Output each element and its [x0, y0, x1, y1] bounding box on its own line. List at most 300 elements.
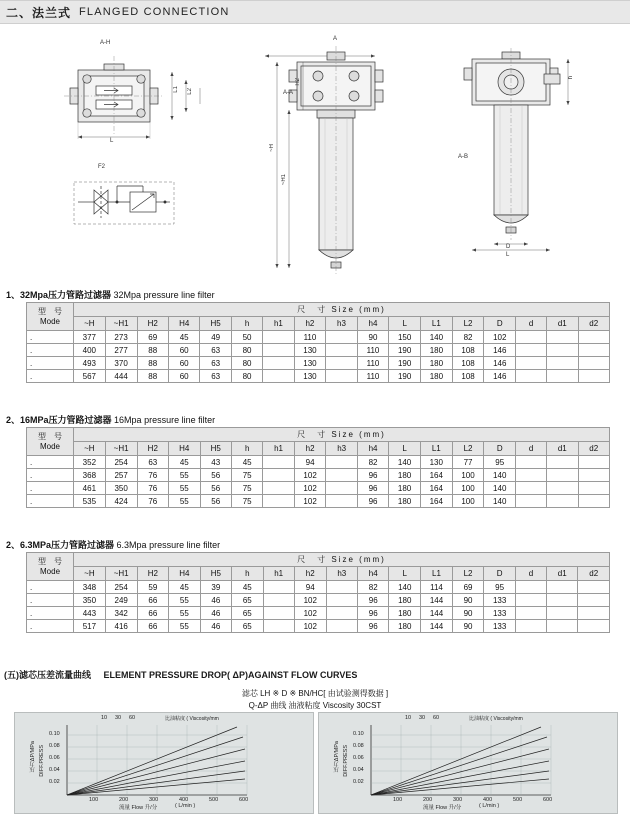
cell-L2: 100 [452, 469, 484, 482]
cell-L2: 108 [452, 370, 484, 383]
cell-D: 140 [484, 469, 516, 482]
cell-d [516, 469, 547, 482]
cell-h4: 96 [357, 469, 388, 482]
cell-H: 535 [74, 495, 106, 508]
cell-H1: 350 [105, 482, 137, 495]
header-title-en: FLANGED CONNECTION [79, 6, 230, 18]
chart-right-xtick-5: 600 [543, 797, 553, 803]
section-title-16mpa: 2、16MPa压力管路过滤器 16Mpa pressure line filter [6, 415, 216, 425]
chart-left-xtick-0: 100 [89, 797, 99, 803]
cell-h3 [326, 357, 357, 370]
column-header-D: D [484, 567, 516, 581]
dim-label-L-right: L [506, 252, 510, 258]
drawing-filter-assembly-middle [255, 34, 415, 284]
cell-H1: 370 [105, 357, 137, 370]
cell-d2 [578, 331, 610, 344]
drawing-label-f2: F2 [98, 164, 106, 170]
cell-H: 352 [74, 456, 106, 469]
cell-h: 80 [231, 344, 262, 357]
cell-h2: 94 [294, 581, 326, 594]
cell-d2 [578, 620, 610, 633]
cell-H5: 46 [200, 620, 232, 633]
cell-model: . [27, 344, 74, 357]
cell-H5: 56 [200, 469, 231, 482]
curves-subtitle-2: Q-ΔP 曲线 油液粘度 Viscosity 30CST [248, 701, 382, 710]
cell-L: 140 [389, 581, 421, 594]
header-index: 二、法兰式 [6, 5, 72, 20]
cell-D: 146 [484, 370, 516, 383]
table-header-row-group [27, 303, 610, 317]
cell-L2: 108 [452, 344, 484, 357]
chart-right-xlabel-en: ( L/min ) [479, 803, 500, 809]
drawing-filter-assembly-right [440, 44, 600, 274]
cell-D: 95 [484, 581, 516, 594]
column-header-h1: h1 [263, 567, 294, 581]
column-header-L1: L1 [420, 442, 452, 456]
column-header-L: L [389, 567, 421, 581]
cell-d2 [578, 581, 610, 594]
column-header-h2: h2 [294, 317, 326, 331]
chart-left-ytick-2: 0.06 [49, 755, 60, 761]
cell-d1 [547, 370, 578, 383]
cell-h1 [263, 357, 294, 370]
cell-H2: 76 [137, 469, 168, 482]
cell-H2: 88 [137, 344, 168, 357]
cell-d [516, 370, 547, 383]
cell-d2 [578, 594, 610, 607]
column-header-h4: h4 [358, 567, 389, 581]
cell-L1: 140 [421, 331, 453, 344]
chart-left-curve-label-60: 60 [129, 715, 136, 721]
cell-H2: 76 [137, 495, 168, 508]
column-header-H4: H4 [169, 442, 200, 456]
column-header-h2: h2 [294, 442, 326, 456]
column-header-d: d [516, 567, 547, 581]
cell-d [516, 607, 547, 620]
chart-element-pressure-drop-right [318, 712, 618, 814]
cell-H1: 249 [105, 594, 137, 607]
cell-L: 180 [389, 495, 421, 508]
cell-h1 [263, 331, 294, 344]
cell-h2: 130 [294, 370, 326, 383]
chart-left-curve-label-10: 10 [101, 715, 108, 721]
cell-h4: 110 [357, 357, 389, 370]
cell-L2: 90 [452, 620, 483, 633]
curves-title: (五)滤芯压差流量曲线 ELEMENT PRESSURE DROP( ΔP)AGAINST FLOW CURVES [4, 670, 358, 680]
cell-h2: 102 [294, 469, 326, 482]
drawing-flange-top-view [60, 42, 230, 152]
cell-d [516, 456, 547, 469]
cell-H4: 55 [169, 607, 201, 620]
table-row [27, 331, 610, 344]
table-header-row-cols [27, 567, 610, 581]
cell-d [516, 620, 547, 633]
cell-d [516, 482, 547, 495]
chart-left-ylabel-cn: 压力ΔP/MPa [30, 741, 36, 773]
column-header-H1: ~H1 [105, 317, 137, 331]
cell-d1 [547, 344, 578, 357]
cell-L2: 90 [452, 594, 483, 607]
cell-h3 [326, 607, 357, 620]
column-header-H4: H4 [168, 317, 199, 331]
cell-h4: 110 [357, 344, 389, 357]
cell-L1: 114 [421, 581, 453, 594]
column-header-H2: H2 [137, 317, 168, 331]
cell-L2: 69 [452, 581, 483, 594]
cell-H4: 45 [168, 331, 199, 344]
column-header-d2: d2 [578, 567, 610, 581]
cell-d1 [547, 620, 578, 633]
cell-d1 [547, 495, 578, 508]
chart-left-xtick-4: 500 [209, 797, 219, 803]
column-header-h1: h1 [263, 442, 294, 456]
cell-H2: 63 [137, 456, 168, 469]
chart-right-xtick-2: 300 [453, 797, 463, 803]
chart-right-curve-label-10: 10 [405, 715, 412, 721]
cell-h: 75 [232, 469, 263, 482]
cell-H: 461 [74, 482, 106, 495]
cell-H5: 46 [200, 594, 232, 607]
cell-d [516, 594, 547, 607]
column-header-h3: h3 [326, 442, 357, 456]
cell-L1: 164 [420, 482, 452, 495]
model-header: 型 号 Mode [27, 553, 74, 581]
cell-d1 [547, 357, 578, 370]
cell-H5: 49 [200, 331, 231, 344]
cell-h3 [326, 482, 357, 495]
column-header-H1: ~H1 [105, 442, 137, 456]
column-header-h: h [232, 567, 263, 581]
cell-L: 190 [389, 357, 421, 370]
cell-H1: 254 [105, 456, 137, 469]
cell-H1: 273 [105, 331, 137, 344]
cell-h: 80 [231, 370, 262, 383]
cell-H: 350 [74, 594, 106, 607]
cell-h3 [326, 370, 357, 383]
cell-h: 45 [232, 581, 263, 594]
cell-h1 [263, 370, 294, 383]
chart-right-xlabel-cn: 流量 Flow 升/分 [423, 805, 462, 811]
cell-L2: 77 [452, 456, 484, 469]
cell-L2: 90 [452, 607, 483, 620]
table-row [27, 482, 610, 495]
cell-h: 65 [232, 594, 263, 607]
dim-label-L1: L1 [173, 86, 179, 93]
cell-d [516, 495, 547, 508]
cell-H5: 56 [200, 495, 231, 508]
drawing-hydraulic-schematic [70, 164, 180, 232]
cell-D: 146 [484, 344, 516, 357]
cell-H5: 63 [200, 370, 231, 383]
cell-h2: 94 [294, 456, 326, 469]
cell-H: 377 [73, 331, 105, 344]
model-header: 型 号 Mode [27, 428, 74, 456]
cell-h3 [326, 495, 357, 508]
cell-H5: 63 [200, 357, 231, 370]
cell-h1 [263, 495, 294, 508]
cell-h3 [326, 456, 357, 469]
column-header-h4: h4 [357, 442, 388, 456]
curves-subtitle-1: 滤芯 LH ※ D ※ BN/HC[ 由试验测得数据 ] [241, 689, 389, 698]
cell-H5: 46 [200, 607, 232, 620]
column-header-d1: d1 [547, 567, 578, 581]
cell-H1: 257 [105, 469, 137, 482]
cell-h4: 96 [357, 482, 388, 495]
chart-right-xtick-0: 100 [393, 797, 403, 803]
chart-right-ytick-2: 0.06 [353, 755, 364, 761]
cell-h: 50 [231, 331, 262, 344]
cell-L: 180 [389, 469, 421, 482]
cell-L: 190 [389, 370, 421, 383]
table-row [27, 469, 610, 482]
cell-model: . [27, 495, 74, 508]
cell-H: 348 [74, 581, 106, 594]
drawing-label-ah: A-H [100, 40, 111, 46]
cell-d1 [547, 331, 578, 344]
chart-right-ytick-0: 0.10 [353, 731, 364, 737]
column-header-H5: H5 [200, 567, 232, 581]
cell-H4: 60 [168, 370, 199, 383]
cell-h2: 102 [294, 607, 326, 620]
column-header-d: d [516, 317, 547, 331]
cell-H4: 55 [169, 594, 201, 607]
cell-H1: 444 [105, 370, 137, 383]
model-header: 型 号 Mode [27, 303, 74, 331]
cell-d1 [547, 594, 578, 607]
table-header-row-cols [27, 442, 610, 456]
table-row [27, 495, 610, 508]
cell-L1: 164 [420, 469, 452, 482]
cell-h1 [263, 344, 294, 357]
cell-H2: 88 [137, 357, 168, 370]
cell-H1: 424 [105, 495, 137, 508]
table-header-row-group [27, 553, 610, 567]
cell-h4: 96 [358, 607, 389, 620]
column-header-H2: H2 [137, 442, 168, 456]
cell-h: 75 [232, 482, 263, 495]
cell-h: 75 [232, 495, 263, 508]
cell-h4: 96 [358, 594, 389, 607]
cell-d2 [578, 607, 610, 620]
column-header-L2: L2 [452, 442, 484, 456]
column-header-H: ~H [73, 317, 105, 331]
cell-h4: 82 [357, 456, 388, 469]
column-header-h4: h4 [357, 317, 389, 331]
cell-h2: 102 [294, 620, 326, 633]
cell-h2: 102 [294, 482, 326, 495]
column-header-d2: d2 [578, 317, 610, 331]
column-header-H5: H5 [200, 317, 231, 331]
cell-d1 [547, 581, 578, 594]
chart-left-xlabel-cn: 流量 Flow 升/分 [119, 805, 158, 811]
cell-h4: 110 [357, 370, 389, 383]
column-header-d1: d1 [547, 442, 578, 456]
dim-label-h: h [568, 76, 574, 80]
cell-L1: 144 [421, 607, 453, 620]
cell-h1 [263, 607, 294, 620]
column-header-h3: h3 [326, 317, 357, 331]
column-header-L: L [389, 442, 421, 456]
cell-d [516, 357, 547, 370]
cell-H: 517 [74, 620, 106, 633]
cell-D: 133 [484, 620, 516, 633]
cell-H1: 277 [105, 344, 137, 357]
cell-model: . [27, 607, 74, 620]
spec-table-32mpa [26, 302, 610, 383]
dim-label-L2: L2 [187, 88, 193, 95]
table-row [27, 620, 610, 633]
section-header [0, 0, 630, 24]
cell-H4: 55 [169, 620, 201, 633]
chart-left-ytick-3: 0.04 [49, 767, 60, 773]
table-row [27, 357, 610, 370]
cell-h: 80 [231, 357, 262, 370]
cell-h4: 82 [358, 581, 389, 594]
cell-H4: 55 [169, 469, 200, 482]
column-header-h1: h1 [263, 317, 294, 331]
table-row [27, 581, 610, 594]
cell-h2: 102 [294, 594, 326, 607]
column-header-H: ~H [74, 442, 106, 456]
chart-left-xlabel-en: ( L/min ) [175, 803, 196, 809]
cell-H2: 66 [137, 607, 169, 620]
cell-H2: 59 [137, 581, 169, 594]
cell-H4: 55 [169, 482, 200, 495]
cell-d2 [578, 495, 610, 508]
cell-D: 140 [484, 495, 516, 508]
cell-H: 443 [74, 607, 106, 620]
cell-h3 [326, 620, 357, 633]
drawing-label-ab: A-B [458, 154, 469, 160]
cell-h2: 102 [294, 495, 326, 508]
drawing-label-aa: A-A [283, 90, 294, 96]
cell-d2 [578, 456, 610, 469]
column-header-H2: H2 [137, 567, 169, 581]
table-header-row-group [27, 428, 610, 442]
cell-H4: 45 [169, 581, 201, 594]
cell-H: 567 [73, 370, 105, 383]
dim-label-H: ~H [269, 144, 275, 152]
column-header-D: D [484, 442, 516, 456]
chart-left-ylabel-en: DIFF.PRESS [39, 745, 45, 777]
column-header-h2: h2 [294, 567, 326, 581]
cell-model: . [27, 581, 74, 594]
cell-L2: 108 [452, 357, 484, 370]
cell-D: 102 [484, 331, 516, 344]
chart-left-legend: 比油粘度 ( Viscosity/mm [165, 716, 219, 722]
chart-left-xtick-2: 300 [149, 797, 159, 803]
cell-h4: 90 [357, 331, 389, 344]
column-header-L1: L1 [421, 567, 453, 581]
cell-h4: 96 [358, 620, 389, 633]
cell-d1 [547, 469, 578, 482]
cell-L: 180 [389, 482, 421, 495]
chart-right-ytick-3: 0.04 [353, 767, 364, 773]
cell-H4: 60 [168, 357, 199, 370]
drawing-label-arrow-a: A [333, 36, 338, 42]
section-title-63mpa: 2、6.3MPa压力管路过滤器 6.3Mpa pressure line filter [6, 540, 221, 550]
cell-H4: 55 [169, 495, 200, 508]
cell-L2: 100 [452, 482, 484, 495]
cell-d [516, 331, 547, 344]
chart-left-xtick-1: 200 [119, 797, 129, 803]
column-header-L1: L1 [421, 317, 453, 331]
cell-d2 [578, 469, 610, 482]
column-header-L2: L2 [452, 567, 483, 581]
cell-L1: 130 [420, 456, 452, 469]
cell-model: . [27, 331, 74, 344]
cell-h3 [326, 344, 357, 357]
cell-model: . [27, 620, 74, 633]
column-header-H: ~H [74, 567, 106, 581]
cell-H: 368 [74, 469, 106, 482]
chart-right-xtick-4: 500 [513, 797, 523, 803]
table-row [27, 594, 610, 607]
cell-model: . [27, 370, 74, 383]
chart-right-xtick-3: 400 [483, 797, 493, 803]
cell-L2: 100 [452, 495, 484, 508]
column-header-D: D [484, 317, 516, 331]
column-header-H5: H5 [200, 442, 231, 456]
cell-H2: 88 [137, 370, 168, 383]
dim-label-L: L [110, 138, 114, 144]
table-row [27, 344, 610, 357]
cell-H2: 76 [137, 482, 168, 495]
column-header-H1: ~H1 [105, 567, 137, 581]
cell-d2 [578, 482, 610, 495]
chart-left-xtick-5: 600 [239, 797, 249, 803]
chart-right-curve-label-30: 30 [419, 715, 426, 721]
spec-table-16mpa [26, 427, 610, 508]
column-header-d2: d2 [578, 442, 610, 456]
cell-h1 [263, 594, 294, 607]
cell-D: 146 [484, 357, 516, 370]
cell-d1 [547, 456, 578, 469]
technical-drawings [0, 24, 630, 284]
table-row [27, 456, 610, 469]
cell-D: 133 [484, 594, 516, 607]
cell-h2: 130 [294, 344, 326, 357]
cell-model: . [27, 456, 74, 469]
spec-table-63mpa [26, 552, 610, 633]
cell-H5: 63 [200, 344, 231, 357]
cell-H5: 39 [200, 581, 232, 594]
cell-L: 180 [389, 594, 421, 607]
cell-H5: 56 [200, 482, 231, 495]
chart-right-ytick-4: 0.02 [353, 779, 364, 785]
column-header-L: L [389, 317, 421, 331]
chart-left-curve-label-30: 30 [115, 715, 122, 721]
chart-element-pressure-drop-left [14, 712, 314, 814]
size-group-header: 尺 寸 Size (mm) [74, 553, 610, 567]
chart-right-xtick-1: 200 [423, 797, 433, 803]
chart-left-ytick-4: 0.02 [49, 779, 60, 785]
cell-h: 65 [232, 620, 263, 633]
table-row [27, 370, 610, 383]
column-header-L2: L2 [452, 317, 484, 331]
cell-d [516, 344, 547, 357]
chart-right-ytick-1: 0.08 [353, 743, 364, 749]
chart-right-legend: 比油粘度 ( Viscosity/mm [469, 716, 523, 722]
column-header-H4: H4 [169, 567, 201, 581]
cell-model: . [27, 357, 74, 370]
cell-H: 493 [73, 357, 105, 370]
cell-d2 [578, 370, 610, 383]
cell-D: 133 [484, 607, 516, 620]
cell-d2 [578, 344, 610, 357]
cell-h3 [326, 469, 357, 482]
cell-H4: 60 [168, 344, 199, 357]
